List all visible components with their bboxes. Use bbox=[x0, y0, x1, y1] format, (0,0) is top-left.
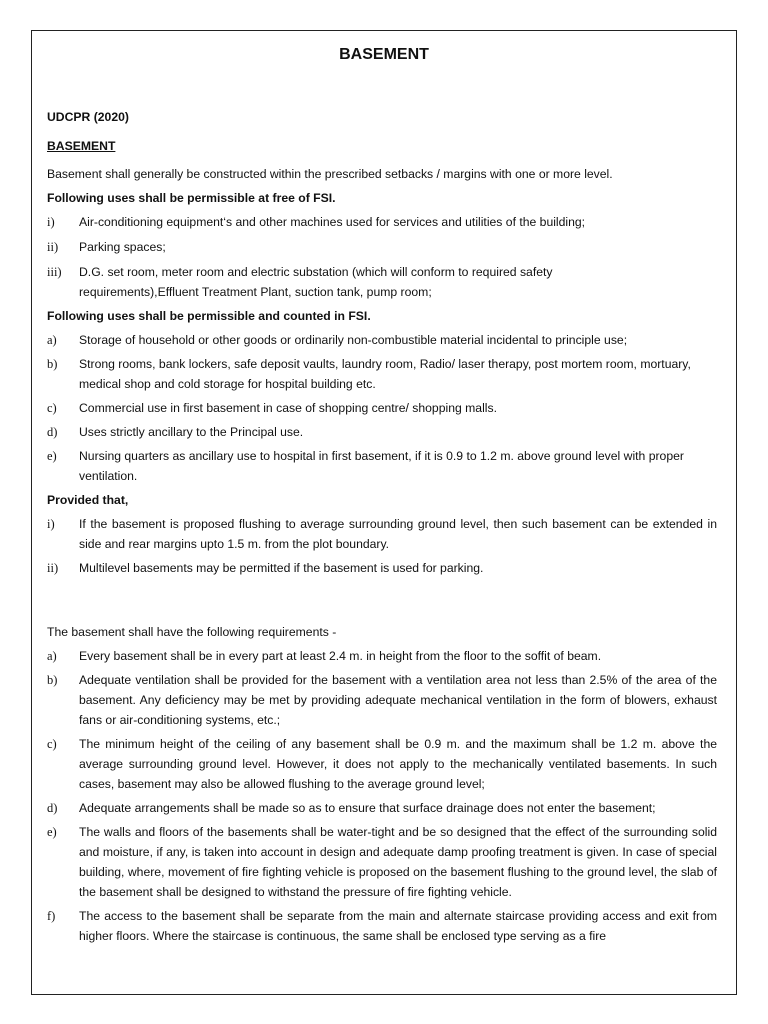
list-marker: c) bbox=[47, 737, 57, 751]
list-text: Uses strictly ancillary to the Principal use. bbox=[79, 425, 304, 439]
counted-fsi-heading: Following uses shall be permissible and counted in FSI. bbox=[47, 309, 371, 323]
provided-heading: Provided that, bbox=[47, 493, 129, 507]
list-text: The minimum height of the ceiling of any basement shall be 0.9 m. and the maximum shall be 1.2 m. above the average surrounding ground level. However, it does not apply to the mechanically ventilated basements. In such cases, basement may also be allowed flushing to the average ground level; bbox=[79, 737, 717, 791]
list-item bbox=[47, 558, 717, 578]
list-item bbox=[47, 330, 717, 350]
list-marker: f) bbox=[47, 909, 56, 923]
list-item bbox=[47, 446, 717, 486]
requirements-heading: The basement shall have the following requirements - bbox=[47, 625, 337, 639]
list-text: Adequate arrangements shall be made so as to ensure that surface drainage does not enter the basement; bbox=[79, 801, 656, 815]
list-text: The access to the basement shall be separate from the main and alternate staircase providing access and exit from higher floors. Where the staircase is continuous, the same shall be enclosed type serving as a fire bbox=[79, 909, 717, 943]
section-heading: BASEMENT bbox=[47, 139, 116, 153]
list-marker: i) bbox=[47, 517, 55, 531]
list-text: The walls and floors of the basements shall be water-tight and be so designed that the effect of the surrounding solid and moisture, if any, is taken into account in design and adequate damp proofing treatment is given. In case of special building, where, movement of fire fighting vehicle is proposed on the basement flushing to the ground level, the slab of the basement shall be designed to withstand the pressure of fire fighting vehicle. bbox=[79, 825, 717, 899]
list-marker: a) bbox=[47, 333, 57, 347]
list-item bbox=[47, 212, 717, 232]
list-item bbox=[47, 262, 717, 302]
list-text: Adequate ventilation shall be provided for the basement with a ventilation area not less than 2.5% of the area of the basement. Any deficiency may be met by providing adequate mechanical ventilation in the form of blowers, exhaust fans or air-conditioning systems, etc.; bbox=[79, 673, 717, 727]
list-text: Storage of household or other goods or ordinarily non-combustible material incidental to principle use; bbox=[79, 333, 628, 347]
regulation-code: UDCPR (2020) bbox=[47, 110, 129, 124]
list-marker: a) bbox=[47, 649, 57, 663]
list-item bbox=[47, 354, 717, 394]
list-text: Strong rooms, bank lockers, safe deposit vaults, laundry room, Radio/ laser therapy, post mortem room, mortuary, medical shop and cold storage for hospital building etc. bbox=[79, 357, 691, 391]
list-marker: ii) bbox=[47, 240, 59, 254]
list-marker: iii) bbox=[47, 265, 62, 279]
page-border bbox=[31, 30, 737, 995]
list-marker: i) bbox=[47, 215, 55, 229]
page-title: BASEMENT bbox=[339, 46, 429, 63]
list-text: D.G. set room, meter room and electric substation (which will conform to required safety requirements),Effluent Treatment Plant, suction tank, pump room; bbox=[79, 265, 553, 299]
list-marker: e) bbox=[47, 825, 57, 839]
list-text: If the basement is proposed flushing to average surrounding ground level, then such basement can be extended in side and rear margins upto 1.5 m. from the plot boundary. bbox=[79, 517, 717, 551]
list-marker: ii) bbox=[47, 561, 59, 575]
list-text: Parking spaces; bbox=[79, 240, 166, 254]
list-text: Air-conditioning equipment‘s and other machines used for services and utilities of the building; bbox=[79, 215, 586, 229]
list-text: Nursing quarters as ancillary use to hospital in first basement, if it is 0.9 to 1.2 m. above ground level with proper ventilation. bbox=[79, 449, 684, 483]
list-item bbox=[47, 798, 717, 818]
list-marker: e) bbox=[47, 449, 57, 463]
list-marker: d) bbox=[47, 801, 58, 815]
list-item bbox=[47, 398, 717, 418]
document-body bbox=[47, 107, 717, 946]
list-item bbox=[47, 822, 717, 902]
list-text: Commercial use in first basement in case of shopping centre/ shopping malls. bbox=[79, 401, 497, 415]
list-marker: b) bbox=[47, 673, 58, 687]
list-marker: c) bbox=[47, 401, 57, 415]
list-text: Every basement shall be in every part at least 2.4 m. in height from the floor to the soffit of beam. bbox=[79, 649, 602, 663]
list-marker: b) bbox=[47, 357, 58, 371]
free-fsi-heading: Following uses shall be permissible at free of FSI. bbox=[47, 191, 336, 205]
list-item bbox=[47, 734, 717, 794]
list-marker: d) bbox=[47, 425, 58, 439]
list-text: Multilevel basements may be permitted if the basement is used for parking. bbox=[79, 561, 484, 575]
list-item bbox=[47, 422, 717, 442]
list-item bbox=[47, 906, 717, 946]
list-item bbox=[47, 670, 717, 730]
list-item bbox=[47, 646, 717, 666]
list-item bbox=[47, 237, 717, 257]
intro-paragraph: Basement shall generally be constructed within the prescribed setbacks / margins with one or more level. bbox=[47, 167, 613, 181]
list-item bbox=[47, 514, 717, 554]
